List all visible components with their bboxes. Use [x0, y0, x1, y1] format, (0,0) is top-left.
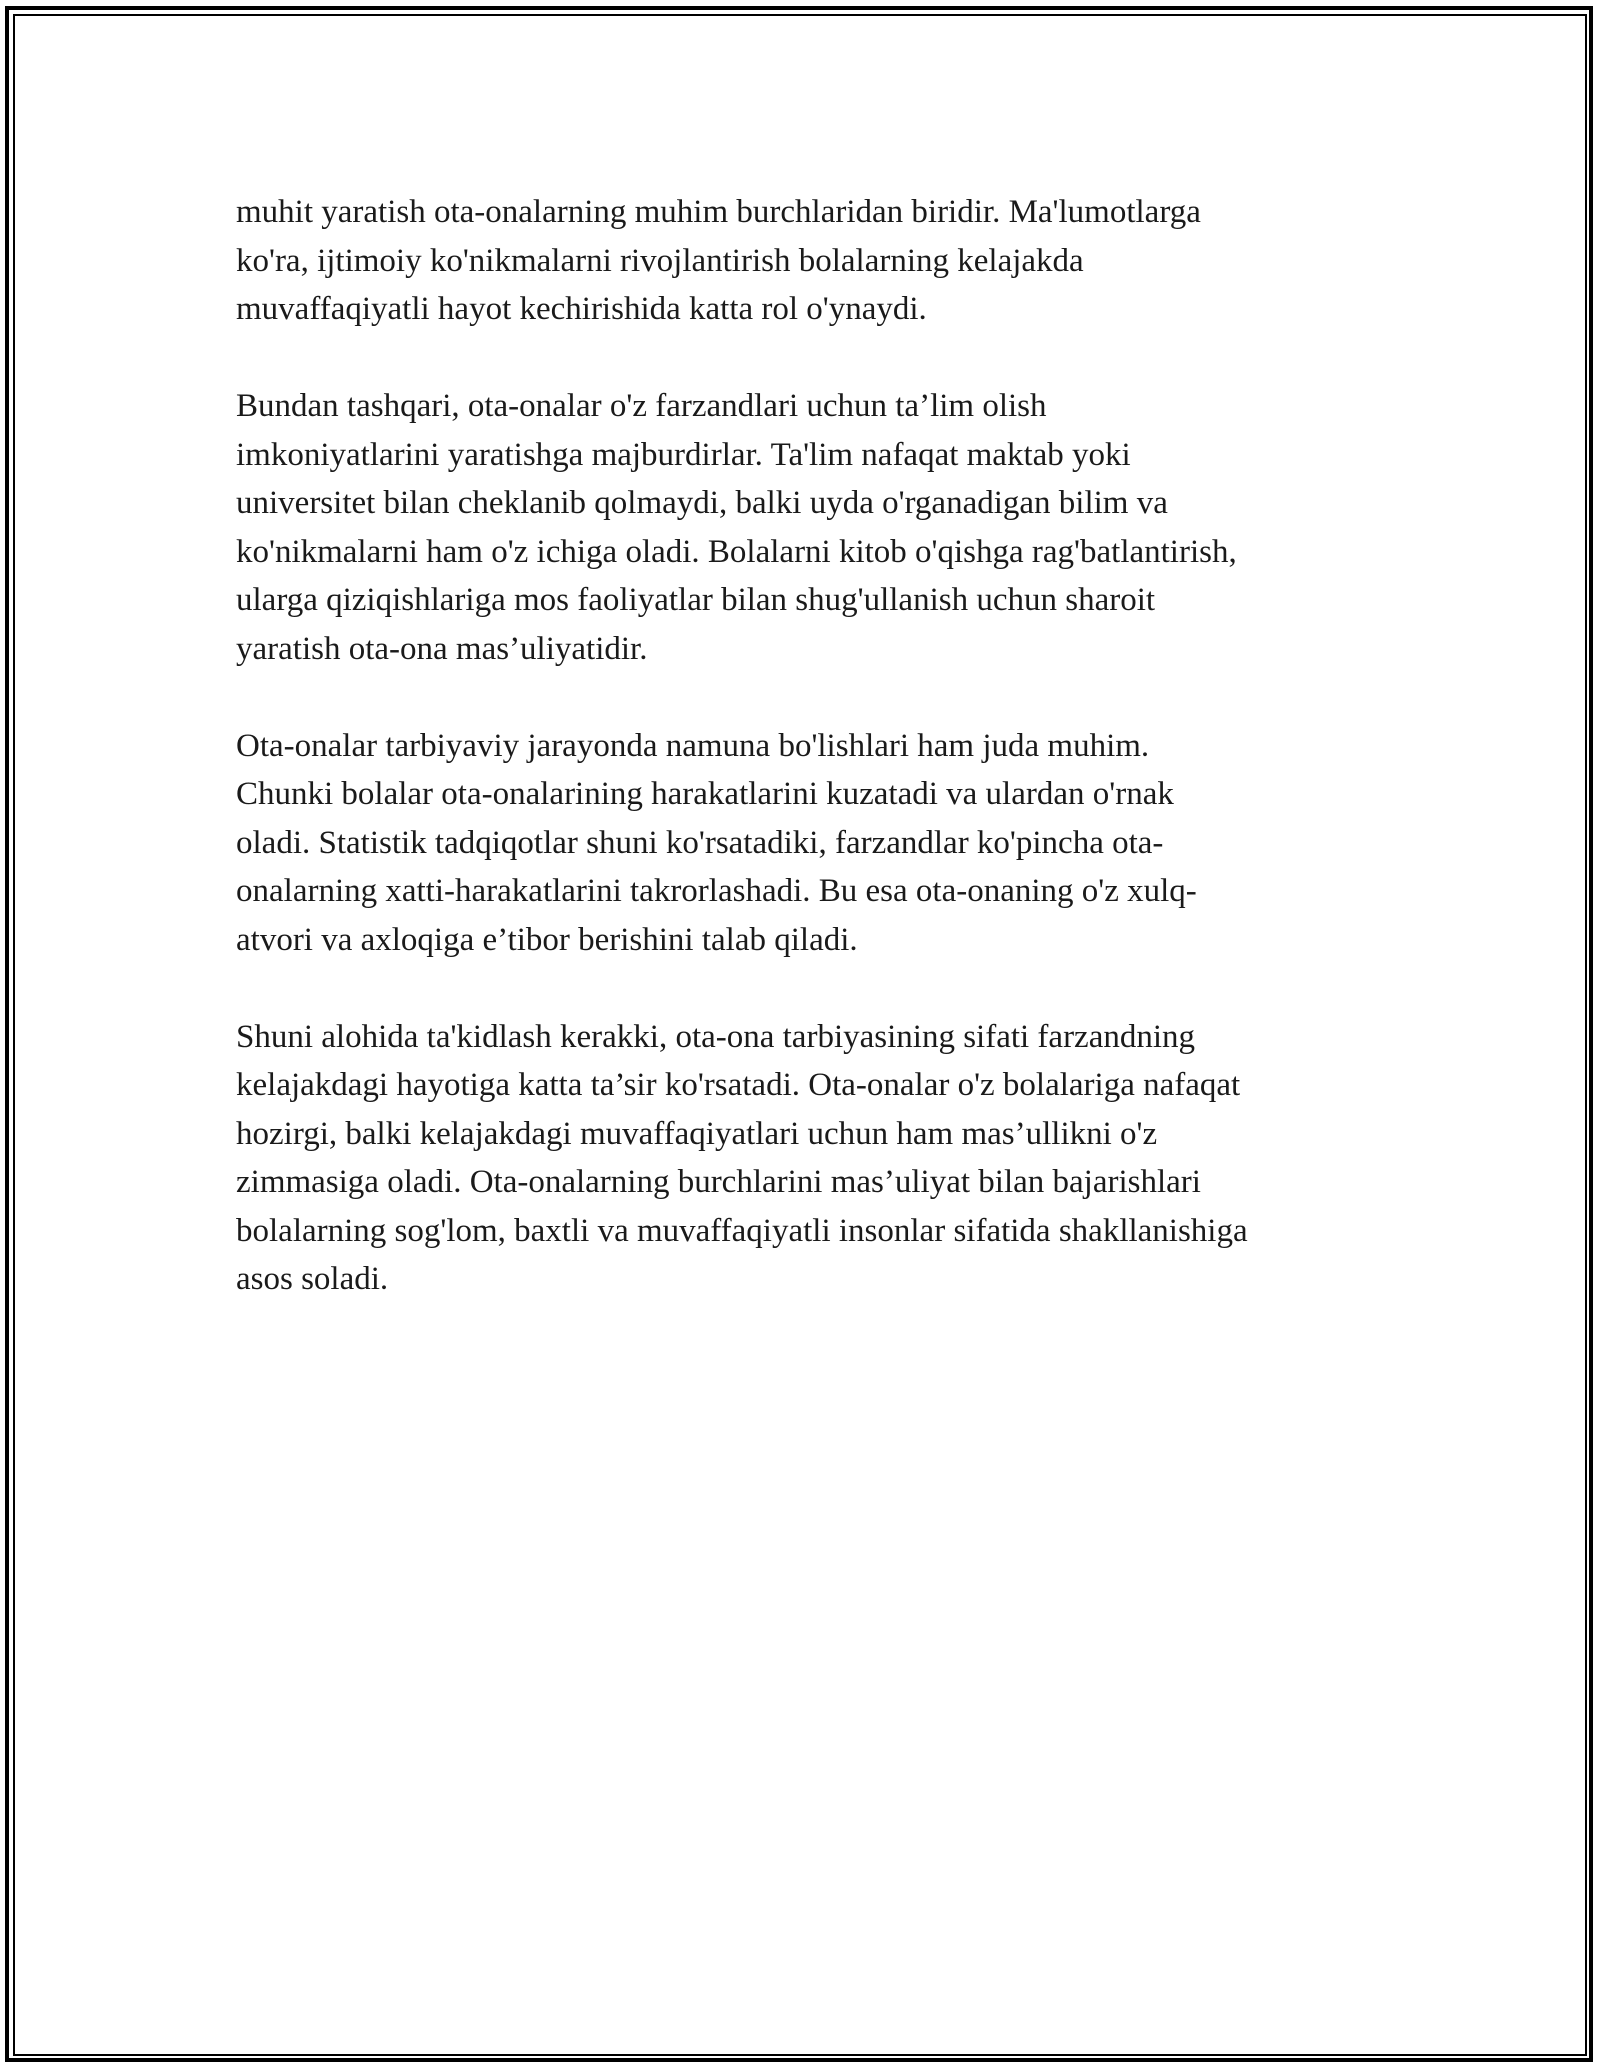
text-line: Bundan tashqari, ota-onalar o'z farzandlari uchun ta’lim olish — [236, 388, 1047, 424]
text-line: Chunki bolalar ota-onalarining harakatlarini kuzatadi va ulardan o'rnak — [236, 776, 1174, 812]
text-line: oladi. Statistik tadqiqotlar shuni ko'rsatadiki, farzandlar ko'pincha ota- — [236, 824, 1164, 861]
text-line: imkoniyatlarini yaratishga majburdirlar. Ta'lim nafaqat maktab yoki — [236, 436, 1131, 473]
text-line: bolalarning sog'lom, baxtli va muvaffaqiyatli insonlar sifatida shakllanishiga — [236, 1212, 1248, 1249]
paragraph-1 — [236, 188, 1376, 334]
text-line: universitet bilan cheklanib qolmaydi, balki uyda o'rganadigan bilim va — [236, 485, 1168, 521]
text-line: asos soladi. — [236, 1261, 389, 1297]
text-line: muhit yaratish ota-onalarning muhim burchlaridan biridir. Ma'lumotlarga — [236, 194, 1201, 230]
text-line: yaratish ota-ona mas’uliyatidir. — [236, 630, 648, 667]
text-line: zimmasiga oladi. Ota-onalarning burchlarini mas’uliyat bilan bajarishlari — [236, 1164, 1201, 1200]
text-line: muvaffaqiyatli hayot kechirishida katta rol o'ynaydi. — [236, 291, 927, 327]
text-line: Ota-onalar tarbiyaviy jarayonda namuna bo'lishlari ham juda muhim. — [236, 727, 1150, 764]
text-line: ko'ra, ijtimoiy ko'nikmalarni rivojlantirish bolalarning kelajakda — [236, 242, 1084, 279]
text-line: onalarning xatti-harakatlarini takrorlashadi. Bu esa ota-onaning o'z xulq- — [236, 873, 1197, 909]
text-line: ko'nikmalarni ham o'z ichiga oladi. Bolalarni kitob o'qishga rag'batlantirish, — [236, 533, 1237, 570]
text-line: ularga qiziqishlariga mos faoliyatlar bilan shug'ullanish uchun sharoit — [236, 582, 1156, 618]
text-line: kelajakdagi hayotiga katta ta’sir ko'rsatadi. Ota-onalar o'z bolalariga nafaqat — [236, 1067, 1241, 1103]
paragraph-3 — [236, 722, 1376, 965]
document-body — [236, 188, 1376, 1352]
text-line: Shuni alohida ta'kidlash kerakki, ota-ona tarbiyasining sifati farzandning — [236, 1018, 1196, 1055]
paragraph-4 — [236, 1013, 1376, 1304]
text-line: hozirgi, balki kelajakdagi muvaffaqiyatlari uchun ham mas’ullikni o'z — [236, 1115, 1158, 1152]
paragraph-2 — [236, 382, 1376, 673]
text-line: atvori va axloqiga e’tibor berishini talab qiladi. — [236, 921, 858, 958]
